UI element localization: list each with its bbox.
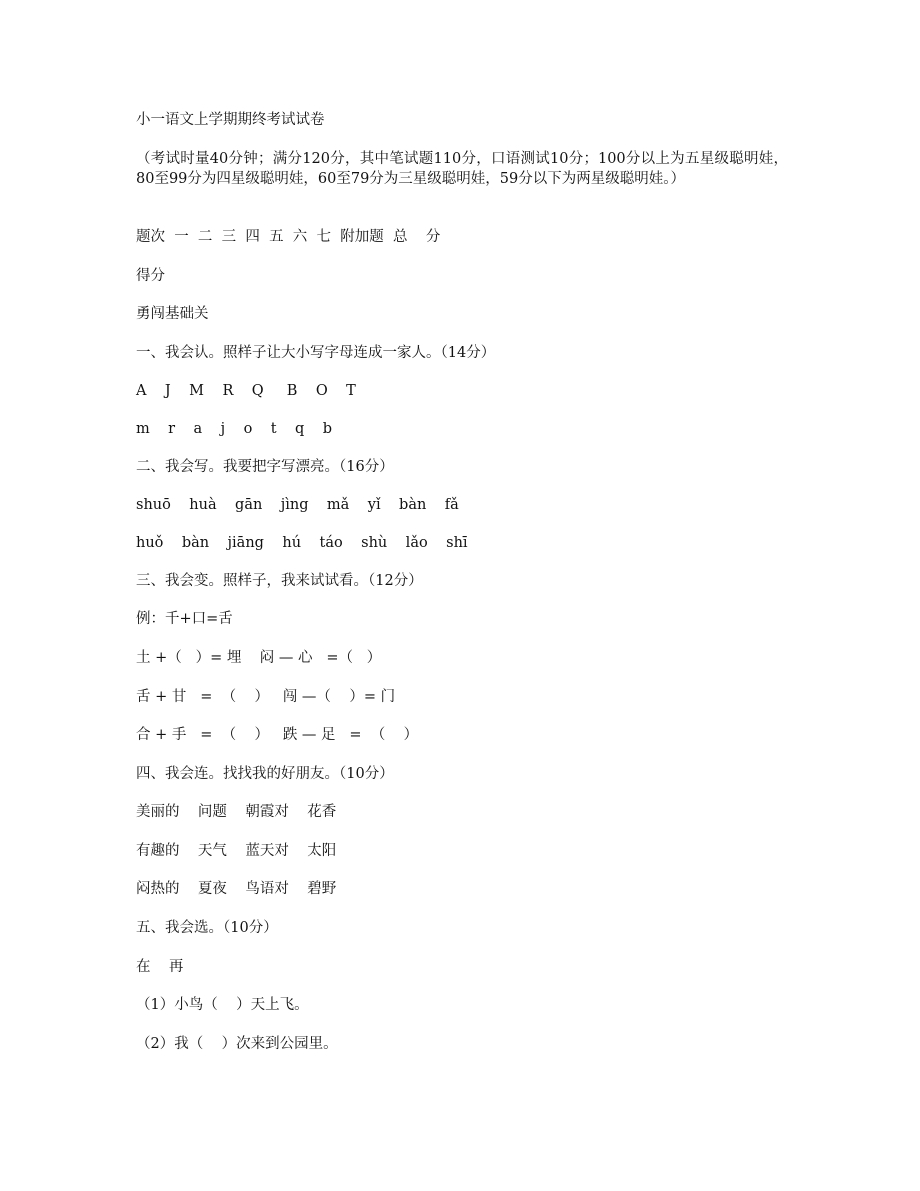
matching-row: 美丽的 问题 朝霞对 花香 [136,804,337,820]
score-table-score-row: 得分 [136,268,165,284]
uppercase-letters: A J M R Q B O T [136,383,356,399]
matching-row: 有趣的 天气 蓝天对 太阳 [136,843,337,859]
character-equation-row: 合 + 手 = （ ） 跌 — 足 = （ ） [136,727,419,743]
exam-instructions: （考试时量40分钟；满分120分，其中笔试题110分，口语测试10分；100分以上为五星级聪明娃，80至99分为四星级聪明娃，60至79分为三星级聪明娃，59分以下为两星级聪明娃。） [136,151,788,187]
question-3-example: 例：千+口=舌 [136,611,233,627]
fill-blank-item: （2）我（ ）次来到公园里。 [136,1036,338,1052]
question-1-title: 一、我会认。照样子让大小写字母连成一家人。（14分） [136,345,496,361]
fill-blank-item: （1）小鸟（ ）天上飞。 [136,997,309,1013]
score-table-header-row: 题次 一 二 三 四 五 六 七 附加题 总 分 [136,229,441,245]
character-equation-row: 土 +（ ）= 埋 闷 — 心 =（ ） [136,650,382,666]
question-2-title: 二、我会写。我要把字写漂亮。（16分） [136,459,394,475]
question-4-title: 四、我会连。找找我的好朋友。（10分） [136,766,394,782]
question-5-title: 五、我会选。（10分） [136,920,278,936]
pinyin-row-2: huǒ bàn jiāng hú táo shù lǎo shī [136,535,468,551]
document-title: 小一语文上学期期终考试试卷 [136,112,325,128]
matching-row: 闷热的 夏夜 鸟语对 碧野 [136,881,337,897]
lowercase-letters: m r a j o t q b [136,421,332,437]
character-equation-row: 舌 + 甘 = （ ） 闯 —（ ）= 门 [136,689,396,705]
pinyin-row-1: shuō huà gān jìng mǎ yǐ bàn fǎ [136,497,459,513]
choice-options: 在 再 [136,959,184,975]
question-3-title: 三、我会变。照样子，我来试试看。（12分） [136,573,423,589]
section-heading: 勇闯基础关 [136,306,209,322]
